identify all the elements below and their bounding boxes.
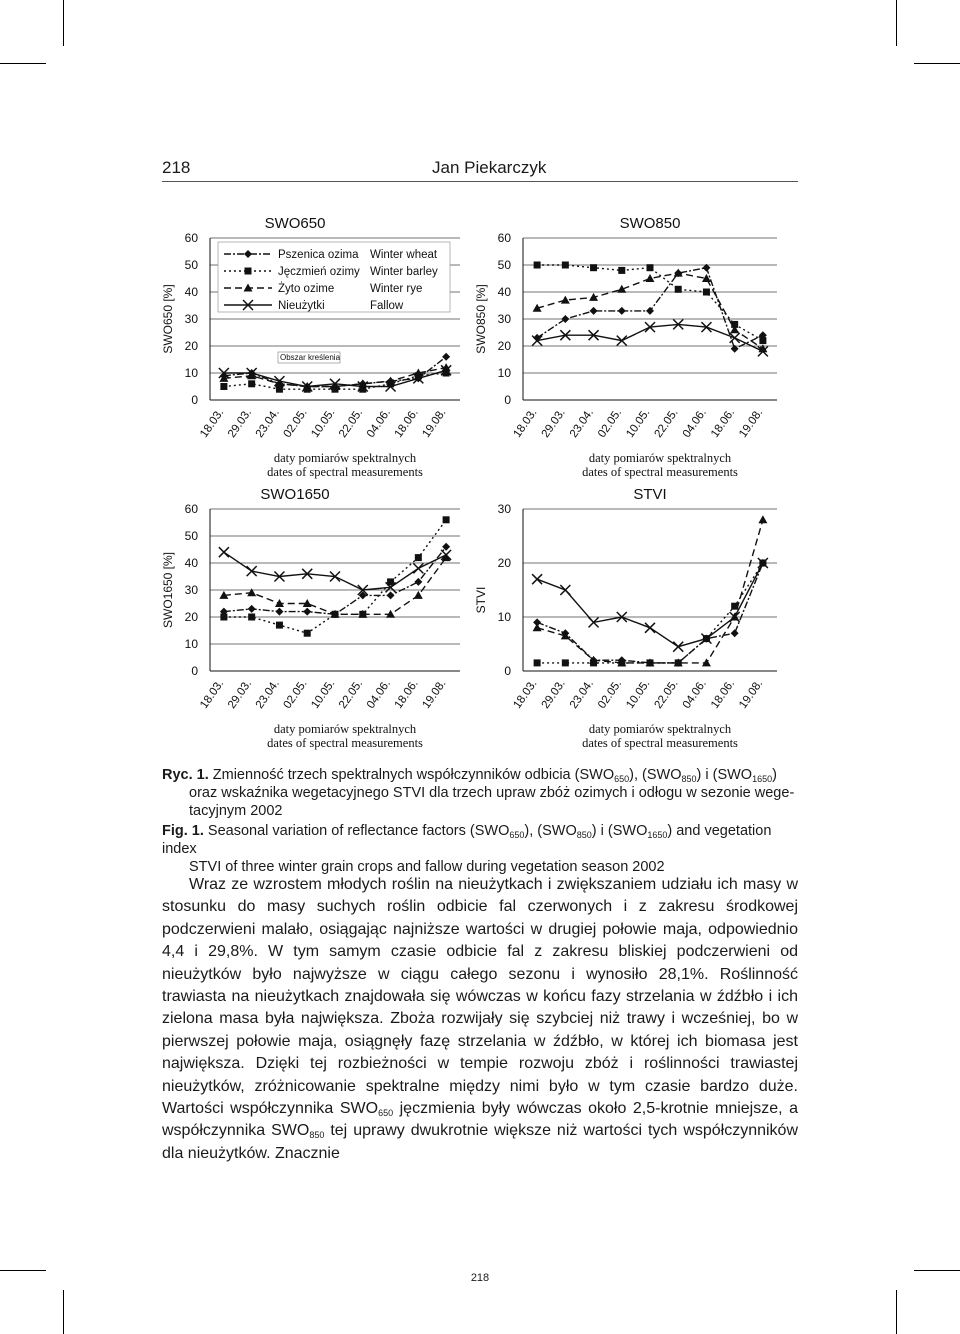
caption-polish: Ryc. 1. Zmienność trzech spektralnych współczynników odbicia $(SWO_{650})$, $(SWO_{850})$ i $(SWO_{1650})$ oraz wskaźnika wegetacyjnego STVI dla trzech upraw zbóż ozimych i odłogu w sezonie wege- tacyjnym 2002 [162, 767, 795, 819]
y-tick-label: 30 [497, 502, 511, 516]
legend-label-en: Winter barley [370, 266, 438, 278]
caption-english: Fig. 1. Seasonal variation of reflectance factors $(SWO_{650})$, $(SWO_{850})$ i $(SWO_{1650})$ and vegetation index STVI of three winter grain crops and fallow during vegetation season 2002 [162, 823, 772, 875]
y-tick-label: 40 [184, 285, 198, 299]
crop-mark [63, 1290, 64, 1334]
x-tick-label: 02.05. [596, 406, 625, 440]
data-point [673, 642, 683, 652]
crop-mark [0, 1270, 46, 1271]
data-point [560, 585, 570, 595]
x-axis-label: daty pomiarów spektralnych [273, 451, 417, 465]
crop-mark [896, 1290, 897, 1334]
y-axis-label: SWO850 [%] [474, 284, 488, 354]
x-tick-label: 18.06. [708, 406, 738, 440]
caption-label: Ryc. 1. [162, 767, 209, 783]
data-point [562, 659, 569, 666]
crop-mark [63, 0, 64, 46]
y-tick-label: 0 [191, 393, 198, 407]
x-axis-label: daty pomiarów spektralnych [273, 722, 417, 736]
y-tick-label: 20 [497, 556, 511, 570]
chart-panel [474, 215, 777, 479]
data-point [645, 623, 655, 633]
chart-panel [161, 486, 460, 750]
x-tick-label: 10.05. [309, 406, 338, 440]
x-tick-label: 04.06. [680, 406, 709, 440]
y-axis-label: SWO1650 [%] [161, 551, 175, 629]
data-point [647, 264, 654, 271]
x-axis-label-en: dates of spectral measurements [582, 465, 738, 479]
x-tick-label: 04.06. [364, 406, 394, 440]
x-axis-label: daty pomiarów spektralnych [588, 722, 732, 736]
chart-title: SWO850 [619, 215, 681, 232]
legend-marker [245, 268, 252, 275]
data-point [646, 274, 655, 282]
data-point [219, 547, 229, 557]
y-tick-label: 50 [497, 258, 511, 272]
chart-panel [161, 215, 460, 479]
x-tick-label: 19.08. [420, 677, 449, 711]
y-tick-label: 10 [184, 637, 198, 651]
series-line [537, 563, 763, 663]
data-point [220, 614, 227, 621]
caption-label: Fig. 1. [162, 823, 204, 839]
x-tick-label: 29.03. [539, 677, 568, 711]
data-point [413, 563, 423, 573]
legend [218, 242, 450, 312]
series-line [537, 324, 763, 351]
legend-label: Pszenica ozima [278, 249, 359, 261]
data-point [590, 264, 597, 271]
x-tick-label: 02.05. [281, 677, 310, 711]
y-tick-label: 30 [184, 312, 198, 326]
series-line [537, 520, 763, 663]
y-axis-label: SWO650 [%] [161, 284, 175, 354]
legend-label-en: Winter wheat [370, 249, 438, 261]
data-point [675, 286, 682, 293]
data-point [618, 267, 625, 274]
crop-mark [914, 63, 960, 64]
y-tick-label: 10 [497, 610, 511, 624]
data-point [758, 515, 767, 523]
plot-area-note: Obszar kreślenia [280, 353, 341, 362]
series-line [224, 547, 446, 615]
x-tick-label: 22.05. [652, 406, 681, 440]
data-point [731, 629, 739, 637]
y-tick-label: 40 [184, 556, 198, 570]
page-number: 218 [162, 158, 191, 177]
x-tick-label: 18.06. [392, 406, 421, 440]
chart-panel [474, 486, 777, 750]
x-tick-label: 18.03. [198, 677, 227, 711]
y-tick-label: 60 [497, 231, 511, 245]
data-point [533, 623, 542, 631]
y-tick-label: 30 [184, 583, 198, 597]
data-point [304, 630, 311, 637]
data-point [443, 516, 450, 523]
x-tick-label: 19.08. [420, 406, 449, 440]
y-tick-label: 50 [184, 529, 198, 543]
series-line [537, 563, 763, 663]
x-tick-label: 10.05. [309, 677, 338, 711]
x-tick-label: 22.05. [337, 677, 366, 711]
chart-title: STVI [633, 486, 667, 503]
data-point [532, 574, 542, 584]
data-point [248, 380, 255, 387]
y-tick-label: 0 [191, 664, 198, 678]
x-tick-label: 04.06. [364, 677, 394, 711]
x-axis-label-en: dates of spectral measurements [582, 736, 738, 750]
x-tick-label: 22.05. [652, 677, 681, 711]
chart-title: SWO1650 [260, 486, 330, 503]
chart-title: SWO650 [264, 215, 326, 232]
data-point [442, 353, 450, 361]
y-tick-label: 0 [504, 664, 511, 678]
x-tick-label: 18.06. [392, 677, 421, 711]
x-tick-label: 19.08. [737, 406, 766, 440]
data-point [247, 588, 256, 596]
y-tick-label: 20 [497, 339, 511, 353]
data-point [561, 315, 569, 323]
y-tick-label: 10 [497, 366, 511, 380]
x-tick-label: 23.04. [253, 406, 282, 440]
crop-mark [896, 0, 897, 46]
x-tick-label: 02.05. [281, 406, 310, 440]
y-tick-label: 20 [184, 610, 198, 624]
y-tick-label: 60 [184, 231, 198, 245]
body-paragraph: Wraz ze wzrostem młodych roślin na nieużytkach i zwiększaniem udziału ich masy w stosunku do masy suchych roślin odbicie fal czerwonych i z zakresu środkowej podczerwieni malało, osiągając najniższe wartości w drugiej połowie maja, odpowiednio 4,4 i 29,8%. W tym samym czasie odbicie fal z zakresu bliskiej podczerwieni od nieużytków było najwyższe w ciągu całego sezonu i wynosiło 28,1%. Roślinność trawiasta na nieużytkach znajdowała się wówczas w końcu fazy strzelania w źdźbło i ich zielona masa była największa. Zboża rozwijały się szybciej niż trawy i wcześniej, bo w pierwszej połowie maja, osiągnęły fazę strzelania w źdźbło, w której ich biomasa jest największa. Dzięki tej rozbieżności w tempie rozwoju zbóż i roślinności trawiastej nieużytków, zróżnicowanie spektralne między nimi było w tym czasie bardzo duże. Wartości współczynnika $SWO_{650}$ jęczmienia były wówczas około 2,5-krotnie mniejsze, a współczynnika $SWO_{850}$ tej uprawy dwukrotnie większe niż wartości tych współczynników dla nieużytków. Znacznie [162, 876, 798, 1162]
data-point [248, 614, 255, 621]
data-point [562, 262, 569, 269]
x-tick-label: 18.03. [511, 406, 540, 440]
crop-mark [914, 1270, 960, 1271]
x-axis-label: daty pomiarów spektralnych [588, 451, 732, 465]
x-tick-label: 23.04. [567, 677, 597, 711]
x-tick-label: 29.03. [539, 406, 568, 440]
legend-label-en: Fallow [370, 300, 404, 312]
x-tick-label: 23.04. [567, 406, 597, 440]
x-tick-label: 02.05. [596, 677, 625, 711]
data-point [618, 307, 626, 315]
data-point [415, 554, 422, 561]
data-point [387, 591, 395, 599]
y-tick-label: 40 [497, 285, 511, 299]
x-tick-label: 19.08. [737, 677, 766, 711]
y-tick-label: 0 [504, 393, 511, 407]
x-tick-label: 10.05. [624, 677, 653, 711]
data-point [276, 622, 283, 629]
figure-1 [160, 210, 800, 758]
x-tick-label: 23.04. [253, 677, 282, 711]
x-tick-label: 04.06. [680, 677, 709, 711]
x-axis-label-en: dates of spectral measurements [267, 465, 423, 479]
x-tick-label: 10.05. [624, 406, 653, 440]
legend-label: Nieużytki [278, 300, 325, 312]
y-tick-label: 30 [497, 312, 511, 326]
data-point [534, 659, 541, 666]
data-point [759, 337, 766, 344]
data-point [414, 591, 423, 599]
y-tick-label: 10 [184, 366, 198, 380]
x-tick-label: 22.05. [337, 406, 366, 440]
data-point [534, 262, 541, 269]
data-point [220, 383, 227, 390]
data-point [561, 296, 570, 304]
y-tick-label: 50 [184, 258, 198, 272]
data-point [303, 608, 311, 616]
y-tick-label: 20 [184, 339, 198, 353]
footer-page-number: 218 [470, 1272, 490, 1284]
series-line [224, 558, 446, 615]
running-author: Jan Piekarczyk [432, 158, 547, 177]
data-point [703, 289, 710, 296]
x-tick-label: 18.03. [198, 406, 227, 440]
y-axis-label: STVI [474, 586, 488, 614]
x-tick-label: 18.06. [708, 677, 738, 711]
running-header [162, 158, 802, 182]
x-tick-label: 29.03. [225, 677, 255, 711]
x-axis-label-en: dates of spectral measurements [267, 736, 423, 750]
y-tick-label: 60 [184, 502, 198, 516]
data-point [248, 605, 256, 613]
legend-label: Jęczmień ozimy [278, 266, 360, 278]
data-point [414, 578, 422, 586]
data-point [590, 307, 598, 315]
crop-mark [0, 63, 46, 64]
header-rule [162, 181, 798, 182]
x-tick-label: 18.03. [511, 677, 540, 711]
x-tick-label: 29.03. [225, 406, 255, 440]
data-point [275, 608, 283, 616]
legend-label: Żyto ozime [278, 283, 335, 295]
legend-label-en: Winter rye [370, 283, 423, 295]
